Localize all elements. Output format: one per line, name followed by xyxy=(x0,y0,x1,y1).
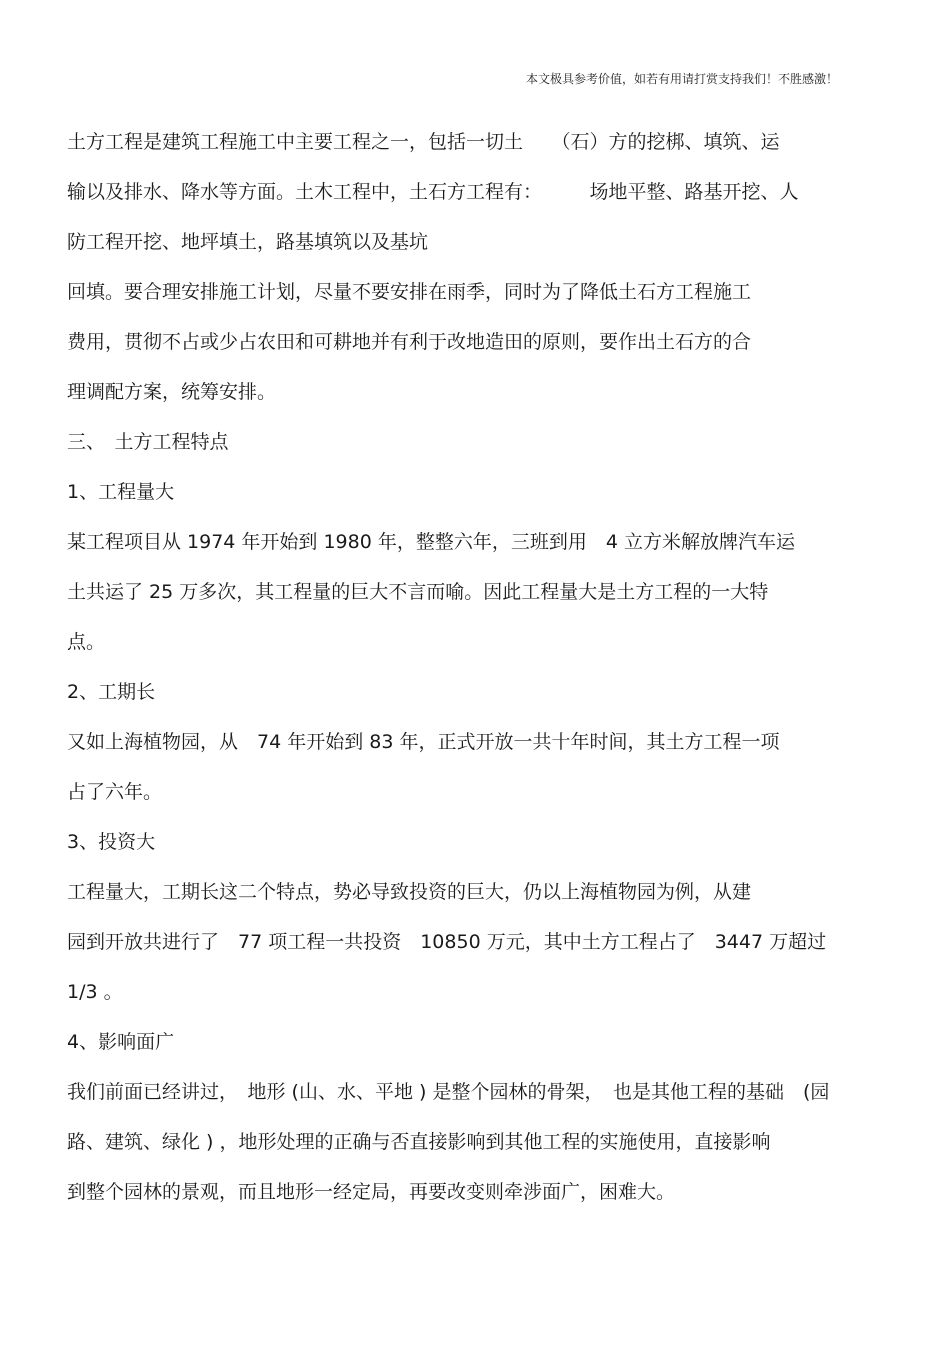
text-line: 园到开放共进行了 77 项工程一共投资 10850 万元，其中土方工程占了 3447 万超过 xyxy=(67,931,827,953)
text-line: 输以及排水、降水等方面。土木工程中，土石方工程有： 场地平整、路基开挖、人 xyxy=(67,181,799,203)
text-line: 点。 xyxy=(67,631,106,653)
text-line: 路、建筑、绿化 ) ，地形处理的正确与否直接影响到其他工程的实施使用，直接影响 xyxy=(67,1131,771,1153)
section-heading: 三、 土方工程特点 xyxy=(67,431,229,453)
text-line: 又如上海植物园，从 74 年开始到 83 年，正式开放一共十年时间，其土方工程一项 xyxy=(67,731,780,753)
text-line: 土方工程是建筑工程施工中主要工程之一，包括一切土 （石）方的挖梆、填筑、运 xyxy=(67,131,780,153)
subheading: 1、工程量大 xyxy=(67,481,175,503)
header-note: 本文极具参考价值，如若有用请打赏支持我们！不胜感激！ xyxy=(525,72,838,86)
subheading: 4、影响面广 xyxy=(67,1031,175,1053)
text-line: 1/3 。 xyxy=(67,981,123,1003)
text-line: 我们前面已经讲过， 地形 (山、水、平地 ) 是整个园林的骨架， 也是其他工程的基础 (园 xyxy=(67,1081,830,1103)
text-line: 某工程项目从 1974 年开始到 1980 年，整整六年，三班到用 4 立方米解放牌汽车运 xyxy=(67,531,795,553)
text-line: 到整个园林的景观，而且地形一经定局，再要改变则牵涉面广，困难大。 xyxy=(67,1181,676,1203)
text-line: 土共运了 25 万多次，其工程量的巨大不言而喻。因此工程量大是土方工程的一大特 xyxy=(67,581,769,603)
subheading: 3、投资大 xyxy=(67,831,156,853)
text-line: 防工程开挖、地坪填土，路基填筑以及基坑 xyxy=(67,231,429,253)
text-line: 理调配方案，统筹安排。 xyxy=(67,381,277,403)
subheading: 2、工期长 xyxy=(67,681,156,703)
text-line: 费用，贯彻不占或少占农田和可耕地并有利于改地造田的原则，要作出土石方的合 xyxy=(67,331,752,353)
text-line: 回填。要合理安排施工计划，尽量不要安排在雨季，同时为了降低土石方工程施工 xyxy=(67,281,752,303)
text-line: 占了六年。 xyxy=(67,781,163,803)
text-line: 工程量大，工期长这二个特点，势必导致投资的巨大，仍以上海植物园为例，从建 xyxy=(67,881,752,903)
